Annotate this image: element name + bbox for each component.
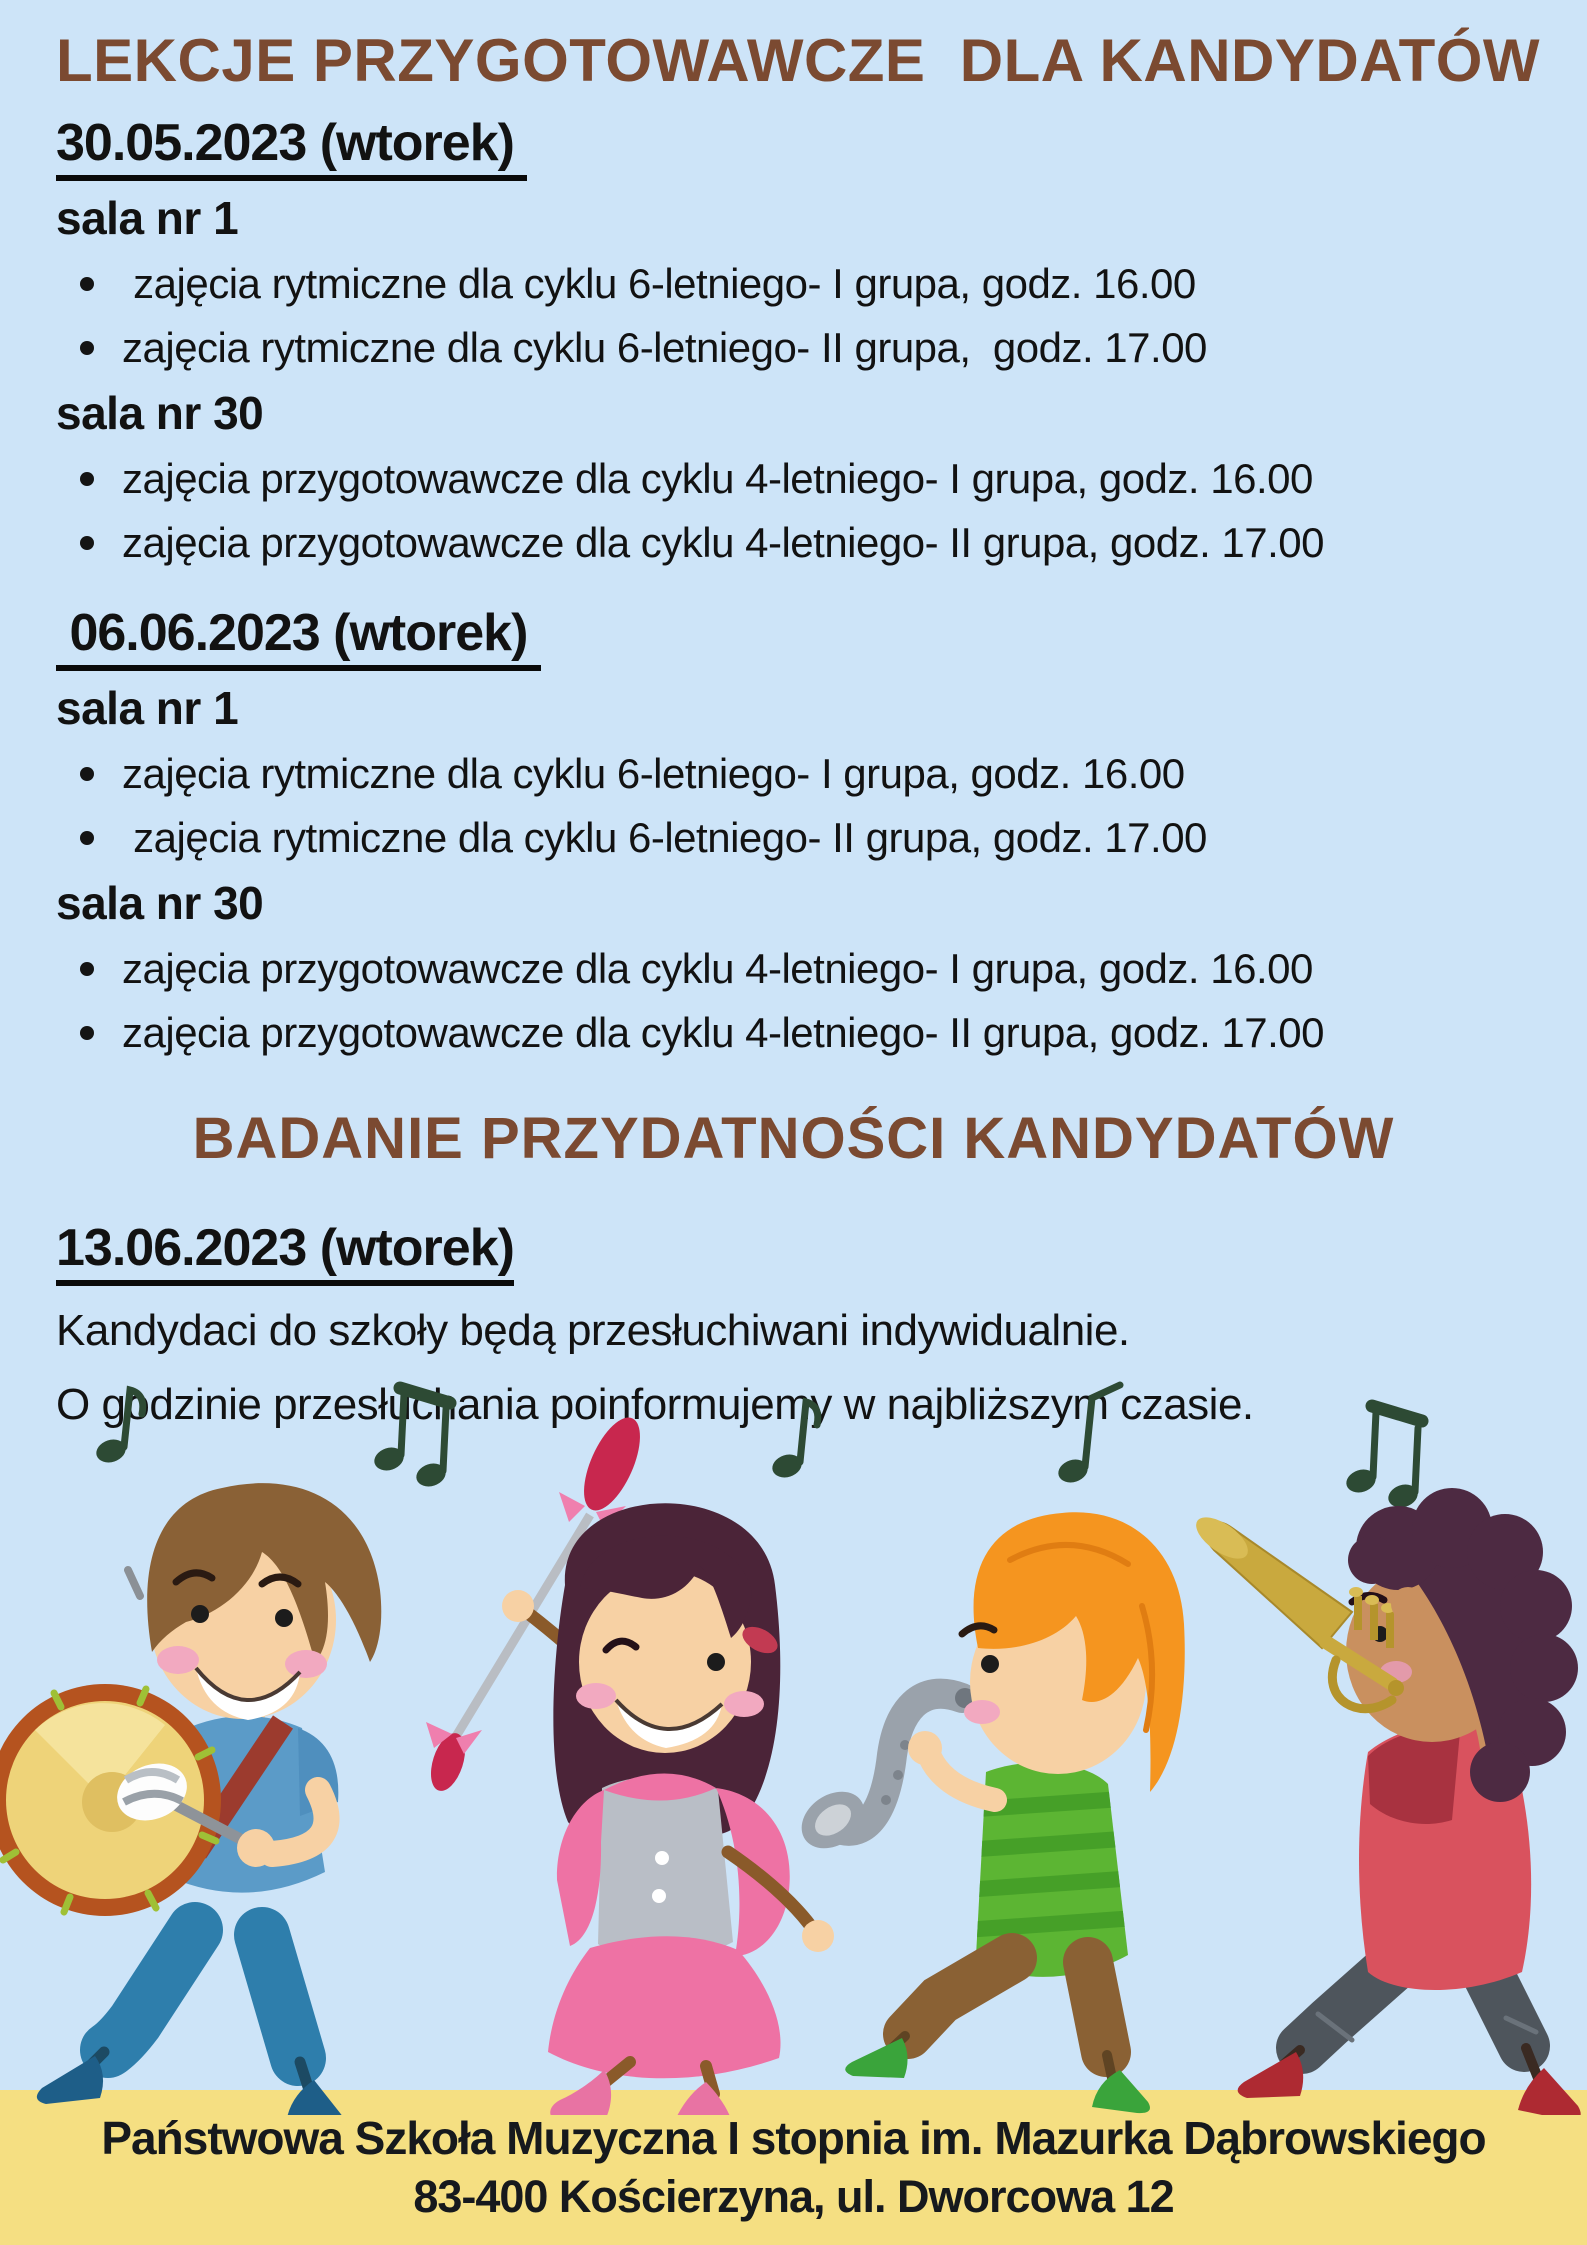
date-underlined: 13.06.2023 (wtorek) (56, 1218, 514, 1286)
school-address: 83-400 Kościerzyna, ul. Dworcowa 12 (413, 2171, 1174, 2223)
room-label: sala nr 30 (56, 387, 264, 440)
saxophone-boy-illustration (791, 1512, 1185, 2113)
school-name: Państwowa Szkoła Muzyczna I stopnia im. Mazurka Dąbrowskiego (101, 2112, 1486, 2165)
section-date-1 (56, 113, 1531, 181)
date-underlined: 06.06.2023 (wtorek) (56, 603, 541, 671)
schedule-list (56, 944, 1531, 1057)
schedule-item: zajęcia przygotowawcze dla cyklu 4-letniego- II grupa, godz. 17.00 (74, 1008, 1531, 1058)
blouse (598, 1776, 733, 1962)
trumpeter-boy-illustration (1189, 1488, 1580, 2115)
music-note-icon (769, 1402, 818, 1481)
section-date-2 (56, 603, 1531, 671)
schedule-item: zajęcia przygotowawcze dla cyklu 4-letniego- I grupa, godz. 16.00 (74, 454, 1531, 504)
children-band-illustration (0, 1380, 1587, 2115)
schedule-item: zajęcia przygotowawcze dla cyklu 4-letniego- II grupa, godz. 17.00 (74, 518, 1531, 568)
music-note-icon (371, 1388, 450, 1490)
exam-info-line: Kandydaci do szkoły będą przesłuchiwani indywidualnie. (56, 1306, 1130, 1356)
drummer-boy-illustration (0, 1483, 381, 2115)
music-note-icon (93, 1390, 142, 1466)
schedule-item: zajęcia rytmiczne dla cyklu 6-letniego- II grupa, godz. 17.00 (74, 323, 1531, 373)
jacket (557, 1790, 604, 1946)
room-label: sala nr 1 (56, 682, 239, 735)
schedule-list (56, 454, 1531, 567)
majorette-girl-illustration (424, 1410, 834, 2115)
footer (0, 2090, 1587, 2245)
date-underlined: 30.05.2023 (wtorek) (56, 113, 527, 181)
schedule-item: zajęcia rytmiczne dla cyklu 6-letniego- I grupa, godz. 16.00 (74, 259, 1531, 309)
exam-section-title: BADANIE PRZYDATNOŚCI KANDYDATÓW (192, 1106, 1395, 1172)
schedule-list (56, 259, 1531, 372)
music-note-icon (1055, 1385, 1120, 1486)
room-label: sala nr 1 (56, 192, 239, 244)
schedule-item: zajęcia rytmiczne dla cyklu 6-letniego- II grupa, godz. 17.00 (74, 813, 1531, 863)
skirt (548, 1936, 781, 2078)
shoe (845, 2038, 907, 2078)
exam-info-line: O godzinie przesłuchania poinformujemy w najbliższym czasie. (56, 1379, 1254, 1429)
page-title: LEKCJE PRZYGOTOWAWCZE DLA KANDYDATÓW (56, 27, 1541, 94)
schedule-item: zajęcia rytmiczne dla cyklu 6-letniego- I grupa, godz. 16.00 (74, 749, 1531, 799)
room-label: sala nr 30 (56, 877, 264, 930)
schedule-list (56, 749, 1531, 862)
exam-date (56, 1218, 1531, 1286)
schedule-item: zajęcia przygotowawcze dla cyklu 4-letniego- I grupa, godz. 16.00 (74, 944, 1531, 994)
music-note-icon (1343, 1406, 1422, 1511)
